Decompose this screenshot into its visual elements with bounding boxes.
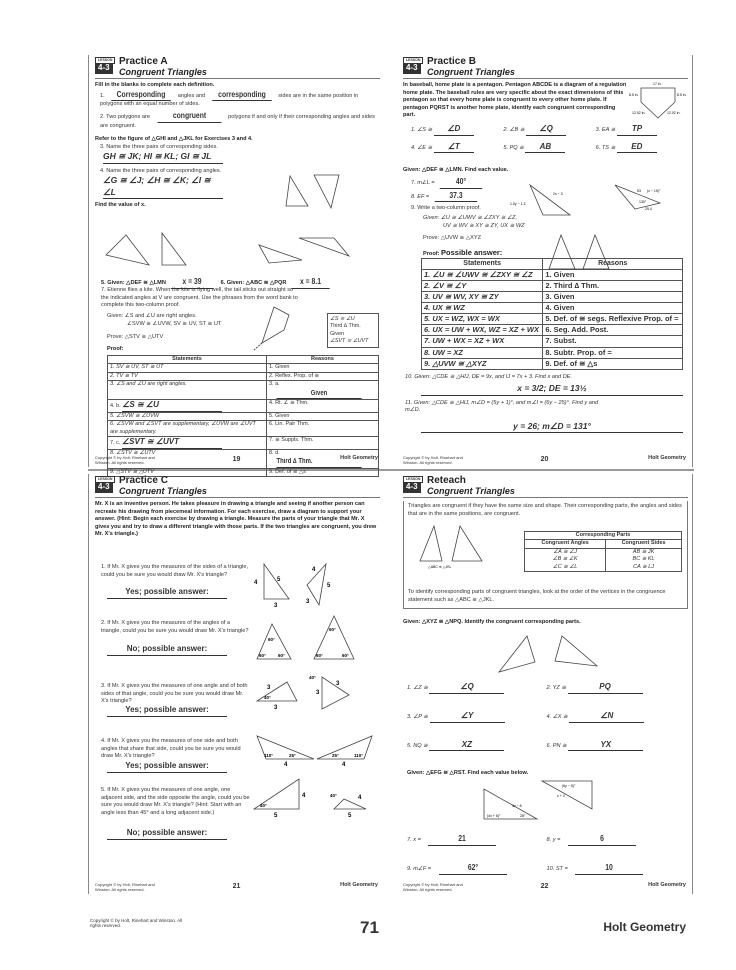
part-item bbox=[503, 142, 595, 154]
copyright: Copyright © by Holt, Rinehart and Winston. All rights reserved. bbox=[95, 455, 155, 466]
label: 28° bbox=[520, 814, 526, 818]
practice-c-diagrams bbox=[254, 559, 384, 889]
part-item bbox=[547, 682, 687, 694]
answer: ∠G ≅ ∠J; ∠H ≅ ∠K; ∠I ≅ ∠L bbox=[103, 175, 223, 199]
page-copyright: Copyright © by Holt, Rinehart and Winston. All rights reserved. bbox=[90, 918, 183, 928]
worksheet-header bbox=[403, 474, 688, 498]
table-title: Corresponding Parts bbox=[525, 532, 682, 540]
part-item bbox=[407, 711, 547, 723]
table-row bbox=[108, 372, 379, 380]
q-text: sides are in the same position in polygons with an equal number of sides. bbox=[100, 92, 359, 108]
reason: 2. Reflex. Prop. of ≅ bbox=[266, 372, 378, 380]
answer: ∠Y bbox=[430, 711, 505, 723]
prove: Prove: △UVW ≅ △XYZ bbox=[423, 235, 482, 242]
answer: x = 3/2; DE = 13½ bbox=[421, 383, 683, 395]
label: 60° bbox=[268, 637, 275, 642]
label: 17 in. bbox=[653, 82, 662, 86]
label: z + 4 bbox=[557, 794, 565, 798]
book-title: Holt Geometry bbox=[603, 920, 686, 934]
q: 3. ∠P ≅ bbox=[407, 713, 428, 720]
angle-pair: ∠B ≅ ∠K bbox=[552, 556, 578, 563]
answer: ∠SVT ≅ ∠UVT bbox=[122, 437, 222, 449]
label: 4 bbox=[284, 762, 288, 768]
answer: 6 bbox=[568, 834, 636, 846]
angle-pair: ∠C ≅ ∠L bbox=[552, 563, 578, 570]
statement: 9. △STV ≅ △UTV bbox=[108, 468, 267, 476]
label: 40° bbox=[264, 695, 271, 700]
given-line: ∠SVW ≅ ∠UVW, SV ≅ UV, ST ≅ UT bbox=[127, 320, 222, 327]
worksheet-subtitle: Congruent Triangles bbox=[119, 486, 207, 496]
label: 110° bbox=[264, 753, 274, 758]
label: 4 bbox=[302, 793, 306, 799]
q: 2. ∠B ≅ bbox=[503, 126, 525, 133]
statement: 3. UV ≅ WV, XY ≅ ZY bbox=[422, 291, 543, 302]
uvw-xyz-figure bbox=[547, 233, 612, 273]
table-row bbox=[108, 400, 379, 413]
label: 130° bbox=[639, 200, 647, 204]
kite-figure bbox=[254, 305, 299, 350]
worksheet-header bbox=[403, 55, 688, 79]
table-row bbox=[108, 381, 379, 400]
instructions: Fill in the blanks to complete each definition. bbox=[95, 82, 215, 88]
label: 8.5 in. bbox=[677, 93, 687, 97]
q: 8. EF = bbox=[411, 193, 430, 200]
worksheet-header bbox=[95, 474, 380, 498]
answer: Possible answer: bbox=[441, 247, 503, 257]
answer: TP bbox=[617, 124, 657, 136]
statement: 9. △UVW ≅ △XYZ bbox=[422, 358, 543, 369]
question-6: 6. Given: △ABC ≅ △PQR bbox=[220, 280, 287, 286]
reason: 3. Given bbox=[543, 291, 683, 302]
part-item bbox=[407, 682, 547, 694]
label: 4 bbox=[358, 795, 362, 801]
label: 25° bbox=[289, 753, 296, 758]
statement: 5. ∠SVW ≅ ∠UVW bbox=[108, 412, 267, 420]
home-plate-figure bbox=[629, 82, 687, 127]
worksheet-footer bbox=[403, 455, 686, 465]
question-3: 3. Name the three pairs of corresponding sides. bbox=[100, 143, 218, 150]
value-item bbox=[547, 863, 687, 875]
table-row bbox=[422, 280, 683, 291]
reason: 8. d. bbox=[268, 449, 280, 456]
reason: 9. Def. of ≅ △s bbox=[266, 468, 378, 476]
label: 40° bbox=[330, 793, 337, 798]
label: 12.02 in. bbox=[667, 111, 681, 115]
label: 53 bbox=[637, 189, 641, 193]
label: 25° bbox=[332, 753, 339, 758]
question-1: 1. If Mr. X gives you the measures of the sides of a triangle, could you be sure you would draw Mr. X's triangle? bbox=[101, 564, 249, 578]
label: 25.4 bbox=[645, 207, 652, 211]
practice-c-panel bbox=[88, 474, 384, 894]
q: 2. YZ ≅ bbox=[546, 685, 567, 691]
question-4: 4. Name the three pairs of corresponding angles. bbox=[100, 167, 222, 174]
q: 8. y = bbox=[546, 837, 561, 843]
answer: ED bbox=[617, 142, 657, 154]
answer: ∠T bbox=[434, 142, 474, 154]
lesson-label: LESSON bbox=[95, 476, 115, 483]
label: 4 bbox=[312, 567, 316, 573]
answer: Third ∆ Thm. bbox=[276, 457, 361, 467]
label: 3 bbox=[316, 690, 320, 696]
answer: YX bbox=[568, 740, 643, 752]
table-row bbox=[108, 421, 379, 437]
label: 3z − 8 bbox=[512, 804, 522, 808]
table-row bbox=[422, 325, 683, 336]
given-line: Given: ∠U ≅ ∠UWV ≅ ∠ZXY ≅ ∠Z, bbox=[423, 215, 518, 222]
q: 7. m∠L = bbox=[411, 179, 435, 186]
find-values bbox=[407, 834, 686, 875]
instructions: Find the value of x. bbox=[95, 202, 146, 209]
answer: y = 26; m∠D = 131° bbox=[421, 421, 683, 433]
part-item bbox=[547, 740, 687, 752]
question-5: 5. Given: △DEF ≅ △LMN bbox=[101, 280, 166, 286]
answer: x = 39 bbox=[171, 277, 214, 289]
q-text: polygons if and only if their corresponding angles and sides are congruent. bbox=[100, 113, 375, 129]
reason: 6. Seg. Add. Post. bbox=[543, 325, 683, 336]
book-title: Holt Geometry bbox=[648, 882, 686, 888]
answer: 37.3 bbox=[434, 191, 477, 203]
q: 7. x = bbox=[407, 837, 421, 843]
q: 10. ST = bbox=[546, 865, 568, 872]
q: 1. ∠Z ≅ bbox=[407, 685, 428, 691]
book-title: Holt Geometry bbox=[340, 455, 378, 461]
efg-rst-figure bbox=[482, 779, 602, 824]
part-item bbox=[547, 711, 687, 723]
side-pair: CA ≅ LJ bbox=[633, 563, 655, 570]
page-number: 71 bbox=[360, 918, 379, 937]
q: 5. NQ ≅ bbox=[407, 742, 428, 749]
answer: 10 bbox=[575, 863, 643, 875]
reteach-panel bbox=[397, 474, 693, 894]
part-item bbox=[411, 124, 503, 136]
def-lmn-figure bbox=[510, 183, 685, 221]
label: 3 bbox=[274, 603, 278, 609]
instructions: Given: △XYZ ≅ △NPQ. Identify the congruent corresponding parts. bbox=[403, 619, 581, 625]
statement: 8. UW = XZ bbox=[422, 347, 543, 358]
lesson-label: LESSON bbox=[403, 476, 423, 483]
part-item bbox=[596, 142, 688, 154]
answer: 62° bbox=[439, 863, 507, 875]
answer: Corresponding bbox=[111, 90, 171, 102]
worksheet-title: Reteach bbox=[427, 475, 466, 486]
answer: ∠Q bbox=[429, 682, 504, 694]
proof: Proof: bbox=[423, 250, 440, 257]
label: 60° bbox=[316, 653, 323, 658]
q: 4. ∠X ≅ bbox=[546, 713, 568, 720]
table-row bbox=[422, 303, 683, 314]
question-2 bbox=[100, 111, 380, 130]
intro: Triangles are congruent if they have the same size and shape. Their corresponding parts, the angles and sides that are in the same positions, are congruent. bbox=[408, 503, 682, 517]
label: 60° bbox=[342, 653, 349, 658]
q: 6. PN ≅ bbox=[546, 742, 567, 749]
worksheet-subtitle: Congruent Triangles bbox=[427, 67, 515, 77]
column-header: Reasons bbox=[543, 259, 683, 269]
corresponding-parts-table bbox=[524, 531, 682, 572]
reason: 7. ≅ Suppls. Thm. bbox=[266, 437, 378, 450]
value-item bbox=[407, 834, 547, 846]
answer: XZ bbox=[429, 740, 504, 752]
part-item bbox=[503, 124, 595, 136]
table-row bbox=[108, 364, 379, 372]
answer: ∠N bbox=[569, 711, 644, 723]
label: 3 bbox=[306, 599, 310, 605]
statement: 3. ∠S and ∠U are right angles. bbox=[108, 381, 267, 400]
q: 6. TS ≅ bbox=[595, 144, 616, 151]
label: (x − 15)° bbox=[647, 189, 661, 193]
question-5: 5. If Mr. X gives you the measures of one angle, one adjacent side, and the side opposite the angle, could you be sure you would draw Mr. X's triangle? (Hint: Start with an angle less than 45° and a long adjacent side.) bbox=[101, 787, 250, 816]
caption: △ABC ≅ △JKL bbox=[428, 565, 452, 569]
label: 4 bbox=[254, 580, 258, 586]
reason: 5. Def. of ≅ segs. Reflexive Prop. of = bbox=[543, 314, 683, 325]
given-line: UV ≅ WV ≅ XY ≅ ZY, UX ≅ WZ bbox=[443, 222, 525, 229]
word-bank-item: Given bbox=[330, 330, 345, 337]
table-row bbox=[422, 336, 683, 347]
reason: 6. Lin. Pair Thm. bbox=[266, 421, 378, 437]
worksheet-footer bbox=[95, 455, 378, 465]
table-row bbox=[422, 291, 683, 302]
answer: congruent bbox=[157, 111, 221, 123]
reason: 4. Rt. ∠ ≅ Thm. bbox=[266, 400, 378, 413]
copyright: Copyright © by Holt, Rinehart and Winston. All rights reserved. bbox=[403, 455, 463, 466]
answer: Yes; possible answer: bbox=[107, 587, 227, 599]
statement: 4. UX ≅ WZ bbox=[422, 303, 543, 314]
question-11: 11. Given: △CDE ≅ △HIJ, m∠D = (5y + 1)°, and m∠I = (6y − 25)°. Find y and m∠D. bbox=[405, 399, 599, 414]
label: 60° bbox=[329, 627, 336, 632]
book-title: Holt Geometry bbox=[648, 455, 686, 461]
table-row bbox=[108, 412, 379, 420]
corresponding-parts bbox=[411, 124, 688, 154]
statement: 8. ∠STV ≅ ∠UTV bbox=[108, 449, 267, 468]
word-bank bbox=[327, 313, 379, 348]
lesson-label: LESSON bbox=[403, 57, 423, 64]
worksheet-subtitle: Congruent Triangles bbox=[427, 486, 515, 496]
value-item bbox=[547, 834, 687, 846]
word-bank-item: ∠SVT ≅ ∠UVT bbox=[330, 337, 369, 344]
worksheet-title: Practice A bbox=[119, 56, 168, 67]
part-item bbox=[411, 142, 503, 154]
worksheet-footer bbox=[95, 882, 378, 892]
column-header: Congruent Angles bbox=[525, 540, 606, 548]
instructions: Given: △DEF ≅ △LMN. Find each value. bbox=[403, 167, 509, 174]
worksheet-title: Practice C bbox=[119, 475, 168, 486]
reason: 2. Third ∆ Thm. bbox=[543, 280, 683, 291]
worksheet-subtitle: Congruent Triangles bbox=[119, 67, 207, 77]
label: 40° bbox=[309, 675, 316, 680]
angle-pair: ∠A ≅ ∠J bbox=[553, 548, 577, 555]
statement: 5. UX = WZ, WX = WX bbox=[422, 314, 543, 325]
answer: ∠S ≅ ∠U bbox=[122, 400, 222, 412]
question-1 bbox=[100, 90, 380, 109]
question-3: 3. If Mr. X gives you the measures of one angle and of both sides of that angle, could you be sure you would draw Mr. X's triangle? bbox=[101, 683, 248, 705]
answer: AB bbox=[525, 142, 565, 154]
xyz-npq-figure bbox=[497, 634, 607, 674]
instructions: Mr. X is an inventive person. He takes pleasure in drawing a triangle and seeing if another person can recreate his drawing from piecemeal information. For each exercise, draw a diagram to support your answer. (Hint: Begin each exercise by drawing a triangle. Measure the parts of your triangle that Mr. X gives you and try to draw a different triangle with those parts. If the two triangles are congruent, you drew Mr. X's triangle.) bbox=[95, 501, 377, 538]
copyright: Copyright © by Holt, Rinehart and Winston. All rights reserved. bbox=[95, 882, 155, 893]
instructions: In baseball, home plate is a pentagon. Pentagon ABCDE is a diagram of a regulation home plate. The baseball rules are very specific about the exact dimensions of this pentagon so that every home plate is congruent to every other home plate. If pentagon PQRST is another home plate, identify each congruent corresponding part. bbox=[403, 82, 627, 119]
label: 3 bbox=[267, 685, 271, 691]
practice-a-panel bbox=[88, 55, 384, 475]
statement: 6. UX = UW + WX, WZ = XZ + WX bbox=[422, 325, 543, 336]
label: (6y − 5)° bbox=[562, 784, 576, 788]
statement: 1. ∠U ≅ ∠UWV ≅ ∠ZXY ≅ ∠Z bbox=[422, 269, 543, 280]
lesson-number: 4-3 bbox=[95, 63, 113, 74]
side-pair: BC ≅ KL bbox=[632, 556, 655, 563]
page-number: 19 bbox=[232, 456, 241, 463]
column-header: Statements bbox=[108, 356, 267, 364]
label: 60° bbox=[259, 653, 266, 658]
answer: x = 8.1 bbox=[291, 277, 329, 289]
page-number: 20 bbox=[540, 456, 549, 463]
side-pair: AB ≅ JK bbox=[632, 548, 655, 555]
q: 5. PQ ≅ bbox=[503, 144, 524, 151]
reason: 1. Given bbox=[266, 364, 378, 372]
reason: 7. Subst. bbox=[543, 336, 683, 347]
label: 3 bbox=[274, 705, 278, 711]
label: 5 bbox=[327, 583, 331, 589]
worksheet-footer bbox=[403, 882, 686, 892]
question-9: 9. Write a two-column proof. bbox=[411, 205, 481, 212]
answer: 21 bbox=[428, 834, 496, 846]
answer: Given bbox=[276, 389, 361, 399]
word-bank-item: ∠S ≅ ∠U bbox=[330, 316, 355, 322]
q: 4. ∠E ≅ bbox=[411, 144, 433, 151]
lesson-number: 4-3 bbox=[403, 63, 421, 74]
answer: PQ bbox=[568, 682, 643, 694]
label: 3 bbox=[336, 681, 340, 687]
prove: Prove: △STV ≅ △UTV bbox=[107, 334, 164, 340]
q: 3. EA ≅ bbox=[595, 126, 616, 133]
statement: 7. UW + WX = XZ + WX bbox=[422, 336, 543, 347]
instructions: Refer to the figure of △GHI and △JKL for Exercises 3 and 4. bbox=[95, 136, 253, 143]
label: 40° bbox=[260, 803, 267, 808]
reason: 4. Given bbox=[543, 303, 683, 314]
q: 1. ∠S ≅ bbox=[411, 126, 433, 133]
answer: No; possible answer: bbox=[107, 828, 227, 840]
reason: 1. Given bbox=[543, 269, 683, 280]
worksheet-title: Practice B bbox=[427, 56, 476, 67]
note: To identify corresponding parts of congruent triangles, look at the order of the vertices in the congruence statement such as △ABC ≅ △JKL. bbox=[408, 589, 666, 603]
label: 5 bbox=[348, 813, 352, 819]
q-text: 2. Two polygons are bbox=[100, 113, 150, 120]
statement: 2. TV ≅ TV bbox=[108, 372, 267, 380]
find-x-figures bbox=[104, 233, 374, 275]
value-item bbox=[407, 863, 547, 875]
answer: Yes; possible answer: bbox=[107, 705, 227, 717]
label: 5 bbox=[274, 813, 278, 819]
answer: GH ≅ JK; HI ≅ KL; GI ≅ JL bbox=[103, 151, 223, 163]
q-text: angles and bbox=[177, 92, 206, 99]
statement: 6. ∠SVW and ∠SVT are supplementary, ∠UVW are ∠UVT are supplementary. bbox=[108, 421, 267, 437]
triangles-ghi-jkl-figure bbox=[284, 173, 344, 218]
q: 9. m∠F = bbox=[407, 865, 432, 872]
label: 2x − 3 bbox=[553, 192, 563, 196]
identify-parts bbox=[407, 682, 686, 751]
table-row bbox=[422, 358, 683, 369]
label: 5 bbox=[277, 577, 281, 583]
label: 4 bbox=[342, 762, 346, 768]
lesson-label: LESSON bbox=[95, 57, 115, 64]
page-number: 21 bbox=[232, 883, 241, 890]
practice-b-panel bbox=[397, 55, 693, 467]
answer: Yes; possible answer: bbox=[107, 761, 227, 773]
abc-jkl-figure bbox=[410, 523, 500, 568]
answer: No; possible answer: bbox=[107, 644, 227, 656]
part-item bbox=[407, 740, 547, 752]
worksheet-header bbox=[95, 55, 380, 79]
word-bank-item: Third ∆ Thm. bbox=[330, 323, 361, 330]
label: 12.02 in. bbox=[632, 111, 646, 115]
statement: 2. ∠V ≅ ∠Y bbox=[422, 280, 543, 291]
answer: ∠Q bbox=[526, 124, 566, 136]
given bbox=[107, 313, 221, 328]
proof-label: Proof: bbox=[107, 346, 124, 352]
proof-table bbox=[421, 258, 683, 370]
label: 110° bbox=[354, 753, 364, 758]
column-header: Reasons bbox=[266, 356, 378, 364]
label: (4x + 6)° bbox=[487, 814, 501, 818]
reteach-box bbox=[403, 501, 688, 609]
q-number: 1. bbox=[100, 92, 105, 99]
question-7: 7. Etienne flies a kite. When the kite is flying well, the tail sticks out straight so the indicated angles at V are congruent. Use the phrases from the word bank to complete this two-column proof. bbox=[101, 287, 298, 309]
book-title: Holt Geometry bbox=[340, 882, 378, 888]
question-4: 4. If Mr. X gives you the measures of one side and both angles that share that side, could you be sure you would draw Mr. X's triangle? bbox=[101, 738, 241, 760]
question-10: 10. Given: △CDE ≅ △HIJ, DE = 9x, and IJ = 7x + 3. Find x and DE. bbox=[405, 373, 573, 380]
statement: 7. c. bbox=[110, 440, 121, 447]
given-line: Given: ∠S and ∠U are right angles. bbox=[107, 313, 197, 319]
answer: corresponding bbox=[212, 90, 272, 102]
reason: 3. a. bbox=[268, 381, 280, 388]
answer: ∠D bbox=[434, 124, 474, 136]
statement: 1. SV ≅ UV, ST ≅ UT bbox=[108, 364, 267, 372]
instructions: Given: △EFG ≅ △RST. Find each value below. bbox=[407, 770, 529, 776]
label: 60° bbox=[278, 653, 285, 658]
statement: 4. b. bbox=[110, 403, 121, 410]
table-row bbox=[422, 347, 683, 358]
table-row bbox=[108, 437, 379, 450]
reason: 8. Subtr. Prop. of = bbox=[543, 347, 683, 358]
lesson-number: 4-3 bbox=[95, 482, 113, 493]
column-header: Congruent Sides bbox=[606, 540, 682, 548]
table-row bbox=[422, 314, 683, 325]
label: 8.5 in. bbox=[629, 93, 639, 97]
copyright: Copyright © by Holt, Rinehart and Winston. All rights reserved. bbox=[403, 882, 463, 893]
reason: 5. Given bbox=[266, 412, 378, 420]
label: 1.5y − 1.3 bbox=[510, 202, 526, 206]
column-header: Statements bbox=[422, 259, 543, 269]
reason: 9. Def. of ≅ △s bbox=[543, 358, 683, 369]
answer: 40° bbox=[440, 177, 483, 189]
question-2: 2. If Mr. X gives you the measures of the angles of a triangle, could you be sure you would draw Mr. X's triangle? bbox=[101, 620, 249, 634]
lesson-number: 4-3 bbox=[403, 482, 421, 493]
page-number: 22 bbox=[540, 883, 549, 890]
